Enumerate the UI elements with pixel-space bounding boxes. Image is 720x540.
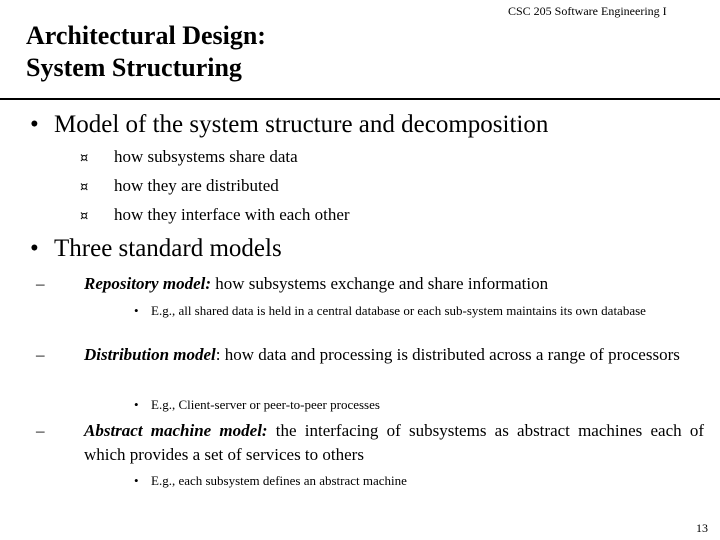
title-divider	[0, 98, 720, 100]
sub-item-text: how subsystems share data	[114, 147, 298, 166]
slide-title-line-2: System Structuring	[26, 53, 242, 82]
bullet-model-structure	[30, 111, 548, 139]
model-term: Repository model:	[84, 274, 212, 293]
dash-icon: –	[36, 274, 45, 293]
bullet-three-models	[30, 235, 282, 263]
small-bullet-icon: •	[134, 303, 139, 318]
sub-bullet-icon: ¤	[80, 209, 89, 224]
bullet-text: Model of the system structure and decomposition	[54, 111, 549, 138]
small-bullet-icon: •	[134, 397, 139, 412]
example-text: E.g., each subsystem defines an abstract machine	[151, 473, 407, 488]
bullet-text: Three standard models	[54, 235, 282, 262]
example-text: E.g., all shared data is held in a central database or each sub-system maintains its own database	[151, 303, 646, 318]
sub-item-text: how they are distributed	[114, 176, 279, 195]
model-description: the interfacing of subsystems as abstract machines each of which provides a set of services to others	[84, 421, 705, 464]
slide-title	[26, 20, 266, 84]
dash-icon: –	[36, 345, 45, 364]
example-text: E.g., Client-server or peer-to-peer processes	[151, 397, 380, 412]
slide-title-line-1: Architectural Design:	[26, 21, 266, 50]
sub-item-interface	[80, 205, 350, 227]
course-header: CSC 205 Software Engineering I	[508, 4, 667, 18]
dash-icon: –	[36, 421, 45, 440]
small-bullet-icon: •	[134, 473, 139, 488]
model-description: how subsystems exchange and share information	[211, 274, 549, 293]
sub-item-text: how they interface with each other	[114, 205, 350, 224]
sub-bullet-icon: ¤	[80, 151, 89, 166]
sub-item-distributed	[80, 176, 279, 198]
sub-bullet-icon: ¤	[80, 180, 89, 195]
bullet-icon: •	[30, 235, 39, 262]
bullet-icon: •	[30, 111, 39, 138]
model-term: Abstract machine model:	[84, 421, 268, 440]
page-number: 13	[696, 521, 708, 535]
sub-item-share-data	[80, 147, 298, 169]
model-description: : how data and processing is distributed across a range of processors	[215, 345, 680, 364]
model-term: Distribution model	[84, 345, 216, 364]
